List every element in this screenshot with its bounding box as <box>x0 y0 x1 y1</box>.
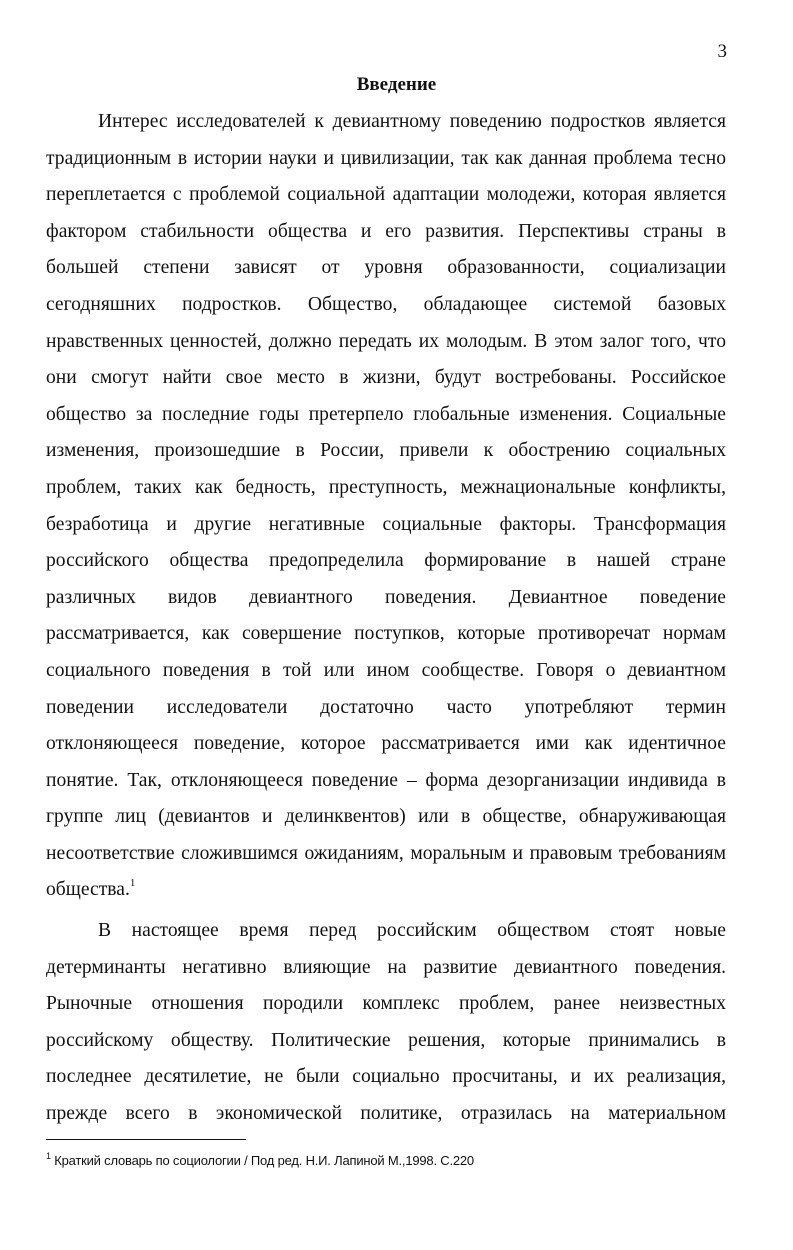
text-line: социального поведения в той или ином сообществе. Говоря о девиантном <box>46 659 726 681</box>
text-line-last <box>46 872 726 909</box>
text-line: детерминанты негативно влияющие на развитие девиантного поведения. <box>46 956 726 978</box>
text-line: фактором стабильности общества и его развития. Перспективы страны в <box>46 220 726 242</box>
text-line: сегодняшних подростков. Общество, обладающее системой базовых <box>46 293 726 315</box>
text-line: традиционным в истории науки и цивилизации, так как данная проблема тесно <box>46 147 726 169</box>
text-line: общества. <box>46 879 130 901</box>
text-line: они смогут найти свое место в жизни, будут востребованы. Российское <box>46 367 726 389</box>
text-line: группе лиц (девиантов и делинквентов) или в обществе, обнаруживающая <box>46 806 726 828</box>
page-number: 3 <box>717 41 727 62</box>
text-line: большей степени зависят от уровня образованности, социализации <box>46 257 726 279</box>
text-line: различных видов девиантного поведения. Девиантное поведение <box>46 586 726 608</box>
paragraph-1 <box>46 104 726 909</box>
text-line: Интерес исследователей к девиантному поведению подростков является <box>98 111 726 132</box>
text-line: переплетается с проблемой социальной адаптации молодежи, которая является <box>46 184 726 206</box>
text-line: понятие. Так, отклоняющееся поведение – форма дезорганизации индивида в <box>46 769 726 791</box>
text-line: проблем, таких как бедность, преступность, межнациональные конфликты, <box>46 476 726 498</box>
text-line: поведении исследователи достаточно часто употребляют термин <box>46 696 726 718</box>
paragraph-2 <box>46 913 726 1133</box>
footnote-text: Краткий словарь по социологии / Под ред. Н.И. Лапиной М.,1998. С.220 <box>54 1153 474 1168</box>
text-line: Рыночные отношения породили комплекс проблем, ранее неизвестных <box>46 993 726 1015</box>
text-line: В настоящее время перед российским обществом стоят новые <box>98 920 726 942</box>
footnote-marker: 1 <box>46 1151 51 1161</box>
text-line: рассматривается, как совершение поступков, которые противоречат нормам <box>46 623 726 645</box>
text-line: российского общества предопределила формирование в нашей стране <box>46 550 726 572</box>
footnote-divider <box>46 1139 246 1140</box>
text-line: несоответствие сложившимся ожиданиям, моральным и правовым требованиям <box>46 842 726 864</box>
text-line: общество за последние годы претерпело глобальные изменения. Социальные <box>46 403 726 425</box>
text-line: отклоняющееся поведение, которое рассматривается ими как идентичное <box>46 733 726 755</box>
text-line: последнее десятилетие, не были социально просчитаны, и их реализация, <box>46 1066 726 1088</box>
page-title: Введение <box>356 74 437 95</box>
text-line: нравственных ценностей, должно передать их молодым. В этом залог того, что <box>46 330 726 352</box>
text-line: безработица и другие негативные социальные факторы. Трансформация <box>46 513 726 535</box>
text-line: прежде всего в экономической политике, отразилась на материальном <box>46 1103 726 1125</box>
footnote-reference[interactable]: 1 <box>129 877 136 890</box>
body-text <box>46 104 726 1133</box>
footnote <box>46 1152 736 1170</box>
text-line: изменения, произошедшие в России, привели к обострению социальных <box>46 440 726 462</box>
text-line: российскому обществу. Политические решения, которые принимались в <box>46 1029 726 1051</box>
